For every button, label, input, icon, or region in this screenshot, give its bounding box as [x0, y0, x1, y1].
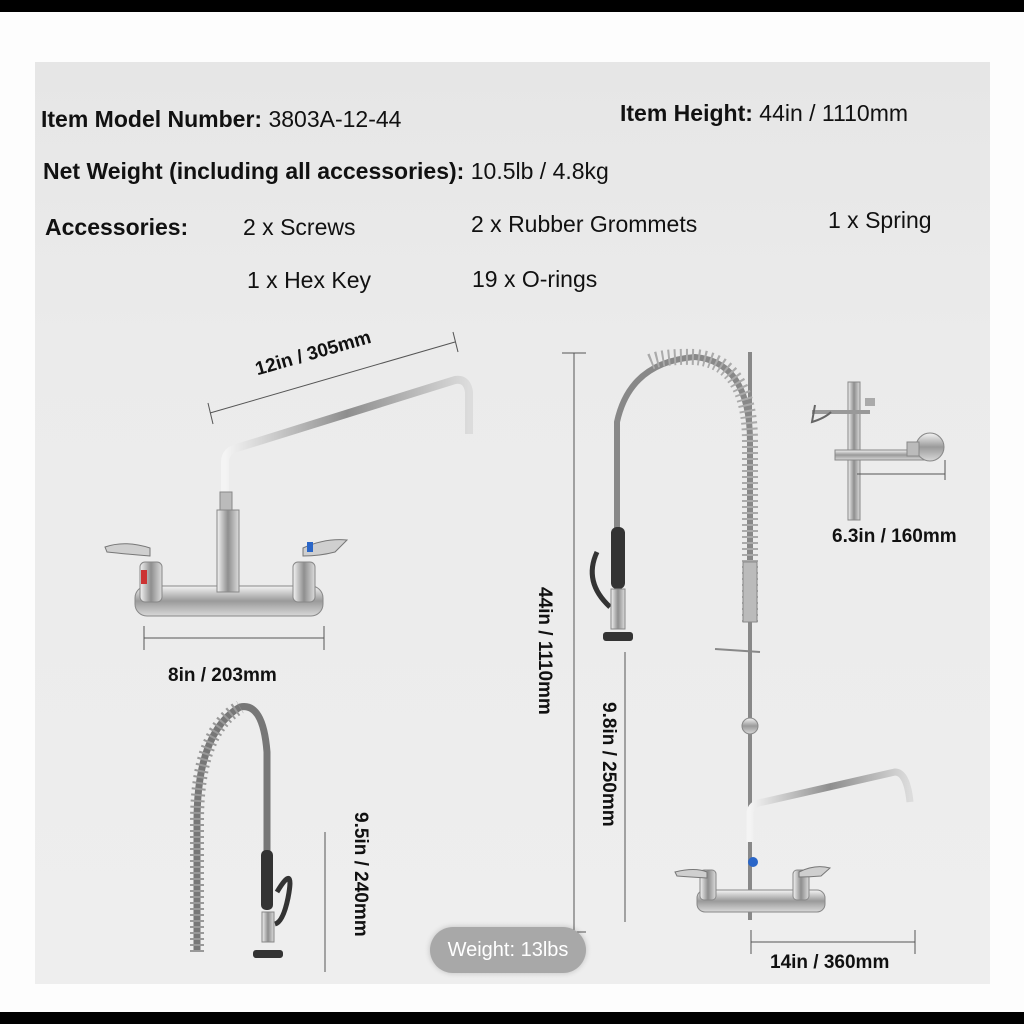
net-weight-label: Net Weight (including all accessories):	[43, 158, 465, 184]
faucet-width-label: 8in / 203mm	[168, 665, 277, 686]
accessory-item: 19 x O-rings	[472, 266, 598, 292]
accessory-item: 1 x Hex Key	[247, 267, 371, 293]
spring-hose-drawing	[197, 707, 325, 972]
faucet-illustrations	[35, 62, 990, 984]
blue-valve-icon	[748, 857, 758, 867]
bracket-length-label: 6.3in / 160mm	[832, 526, 957, 547]
accessories-label: Accessories:	[45, 214, 189, 240]
total-height-label: 44in / 1110mm	[534, 587, 555, 715]
accessory-item: 2 x Rubber Grommets	[471, 211, 698, 237]
assembly-width-label: 14in / 360mm	[770, 952, 890, 973]
accessory-item: 1 x Spring	[828, 207, 932, 233]
image-frame	[0, 12, 1024, 1012]
item-height-value: 44in / 1110mm	[759, 100, 909, 126]
item-height-label: Item Height:	[620, 100, 753, 126]
net-weight-value: 10.5lb / 4.8kg	[470, 158, 609, 184]
spout-length-label: 12in / 305mm	[253, 327, 374, 381]
wall-faucet-drawing	[105, 332, 469, 650]
model-number-label: Item Model Number:	[41, 106, 263, 132]
spec-panel	[35, 62, 990, 984]
model-number-value: 3803A-12-44	[268, 106, 402, 132]
wall-bracket-drawing	[812, 382, 945, 520]
weight-badge: Weight: 13lbs	[430, 927, 586, 973]
spring-hose-label: 9.5in / 240mm	[350, 812, 371, 937]
pre-rinse-assembly-drawing	[562, 352, 915, 954]
accessory-item: 2 x Screws	[243, 214, 356, 240]
hose-drop-label: 9.8in / 250mm	[598, 702, 619, 827]
